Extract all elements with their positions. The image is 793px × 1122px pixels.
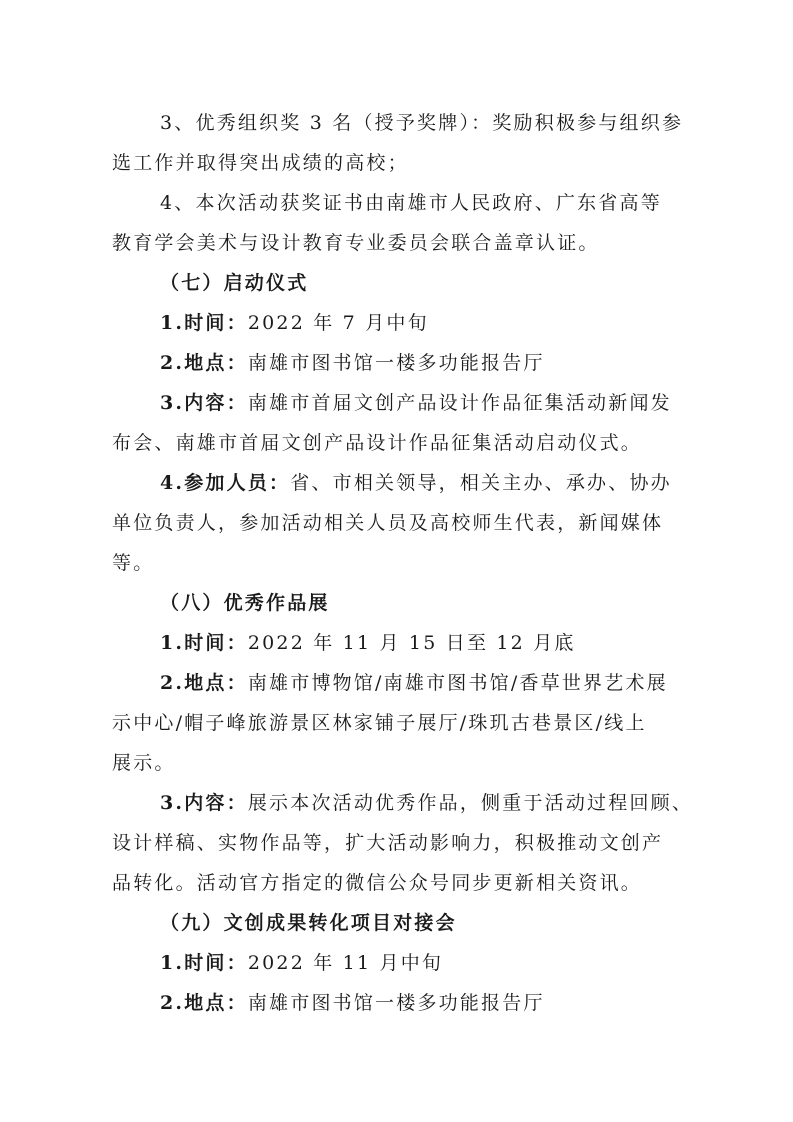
award-item-3-line-1: 3、优秀组织奖 3 名（授予奖牌）：奖励积极参与组织参 bbox=[160, 112, 684, 134]
launch-attendees-label: 4.参加人员： bbox=[160, 472, 291, 494]
exhibition-time-row bbox=[160, 623, 730, 663]
matchmaking-time-row bbox=[160, 943, 730, 983]
exhibition-place-line-2: 示中心/帽子峰旅游景区林家铺子展厅/珠玑古巷景区/线上 bbox=[112, 712, 647, 734]
launch-attendees-line-1: 省、市相关领导，相关主办、承办、协办 bbox=[290, 472, 672, 494]
launch-time-label: 1.时间： bbox=[160, 312, 248, 334]
section-heading-exhibition: （八）优秀作品展 bbox=[160, 592, 330, 614]
launch-content-line-2: 布会、南雄市首届文创产品设计作品征集活动启动仪式。 bbox=[112, 432, 643, 454]
award-item-3-line-2: 选工作并取得突出成绩的高校； bbox=[112, 152, 409, 174]
launch-attendees-row bbox=[160, 463, 730, 503]
launch-content-label: 3.内容： bbox=[160, 392, 248, 414]
launch-attendees-line-2: 单位负责人，参加活动相关人员及高校师生代表，新闻媒体 bbox=[112, 512, 664, 534]
matchmaking-place-value: 南雄市图书馆一楼多功能报告厅 bbox=[247, 992, 545, 1014]
launch-time-row bbox=[160, 303, 730, 343]
exhibition-time-label: 1.时间： bbox=[160, 632, 248, 654]
launch-place-value: 南雄市图书馆一楼多功能报告厅 bbox=[247, 352, 545, 374]
matchmaking-time-label: 1.时间： bbox=[160, 952, 248, 974]
exhibition-content-line-2: 设计样稿、实物作品等，扩大活动影响力，积极推动文创产 bbox=[112, 832, 664, 854]
exhibition-place-row bbox=[160, 663, 730, 703]
exhibition-place-label: 2.地点： bbox=[160, 672, 248, 694]
exhibition-place-line-1: 南雄市博物馆/南雄市图书馆/香草世界艺术展 bbox=[247, 672, 668, 694]
award-item-4-line-2: 教育学会美术与设计教育专业委员会联合盖章认证。 bbox=[112, 232, 600, 254]
exhibition-content-row bbox=[160, 783, 730, 823]
exhibition-time-value: 2022 年 11 月 15 日至 12 月底 bbox=[247, 632, 576, 654]
launch-content-row bbox=[160, 383, 730, 423]
launch-time-value: 2022 年 7 月中旬 bbox=[247, 312, 429, 334]
exhibition-place-line-3: 展示。 bbox=[112, 752, 176, 774]
launch-place-row bbox=[160, 343, 730, 383]
award-item-4-line-1: 4、本次活动获奖证书由南雄市人民政府、广东省高等 bbox=[160, 192, 662, 214]
launch-content-line-1: 南雄市首届文创产品设计作品征集活动新闻发 bbox=[247, 392, 672, 414]
section-heading-matchmaking: （九）文创成果转化项目对接会 bbox=[160, 912, 457, 934]
matchmaking-place-row bbox=[160, 983, 730, 1023]
launch-place-label: 2.地点： bbox=[160, 352, 248, 374]
exhibition-content-label: 3.内容： bbox=[160, 792, 248, 814]
exhibition-content-line-1: 展示本次活动优秀作品，侧重于活动过程回顾、 bbox=[247, 792, 694, 814]
launch-attendees-line-3: 等。 bbox=[112, 552, 155, 574]
exhibition-content-line-3: 品转化。活动官方指定的微信公众号同步更新相关资讯。 bbox=[112, 872, 643, 894]
matchmaking-place-label: 2.地点： bbox=[160, 992, 248, 1014]
section-heading-launch-ceremony: （七）启动仪式 bbox=[160, 272, 309, 294]
matchmaking-time-value: 2022 年 11 月中旬 bbox=[247, 952, 444, 974]
